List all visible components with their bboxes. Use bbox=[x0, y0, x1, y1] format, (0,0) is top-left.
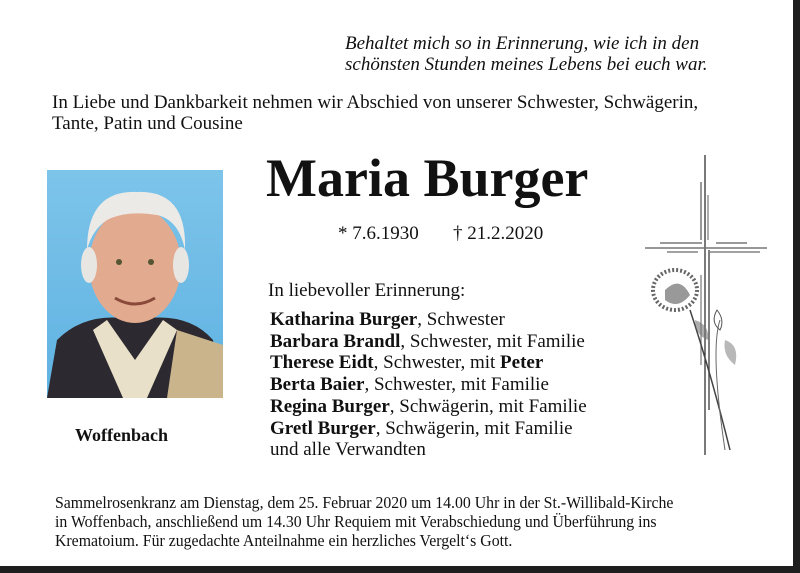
mourner: Regina Burger, Schwägerin, mit Familie bbox=[270, 395, 587, 417]
mourner: Barbara Brandl, Schwester, mit Familie bbox=[270, 330, 585, 352]
mourner: Therese Eidt, Schwester, mit Peter bbox=[270, 352, 544, 374]
portrait-photo bbox=[47, 170, 223, 398]
intro-text bbox=[52, 92, 698, 134]
birth-date: * 7.6.1930 bbox=[338, 223, 419, 244]
mourner: Gretl Burger, Schwägerin, mit Familie bbox=[270, 417, 573, 439]
footer-line: Sammelrosenkranz am Dienstag, dem 25. Februar 2020 um 14.00 Uhr in der St.-Willibald-Kirche bbox=[55, 493, 674, 512]
place-name: Woffenbach bbox=[75, 425, 169, 445]
mourners-list bbox=[270, 309, 587, 461]
death-date: † 21.2.2020 bbox=[453, 223, 544, 244]
quote-line: Behaltet mich so in Erinnerung, wie ich in den bbox=[345, 33, 700, 54]
mourner: Katharina Burger, Schwester bbox=[270, 309, 505, 330]
footer-line: Krematoium. Für zugedachte Anteilnahme ein herzliches Vergelt‘s Gott. bbox=[55, 531, 513, 550]
memory-heading: In liebevoller Erinnerung: bbox=[268, 280, 466, 301]
relatives: und alle Verwandten bbox=[270, 439, 426, 461]
mourner: Berta Baier, Schwester, mit Familie bbox=[270, 374, 549, 396]
cross-rose-icon bbox=[640, 150, 780, 460]
footer-line: in Woffenbach, anschließend um 14.30 Uhr Requiem mit Verabschiedung und Überführung ins bbox=[55, 512, 657, 531]
intro-line: Tante, Patin und Cousine bbox=[52, 113, 243, 134]
service-details bbox=[55, 493, 673, 550]
quote-line: schönsten Stunden meines Lebens bei euch war. bbox=[345, 54, 708, 75]
deceased-name: Maria Burger bbox=[266, 148, 589, 208]
intro-line: In Liebe und Dankbarkeit nehmen wir Abschied von unserer Schwester, Schwägerin, bbox=[52, 92, 699, 113]
quote bbox=[345, 33, 708, 75]
